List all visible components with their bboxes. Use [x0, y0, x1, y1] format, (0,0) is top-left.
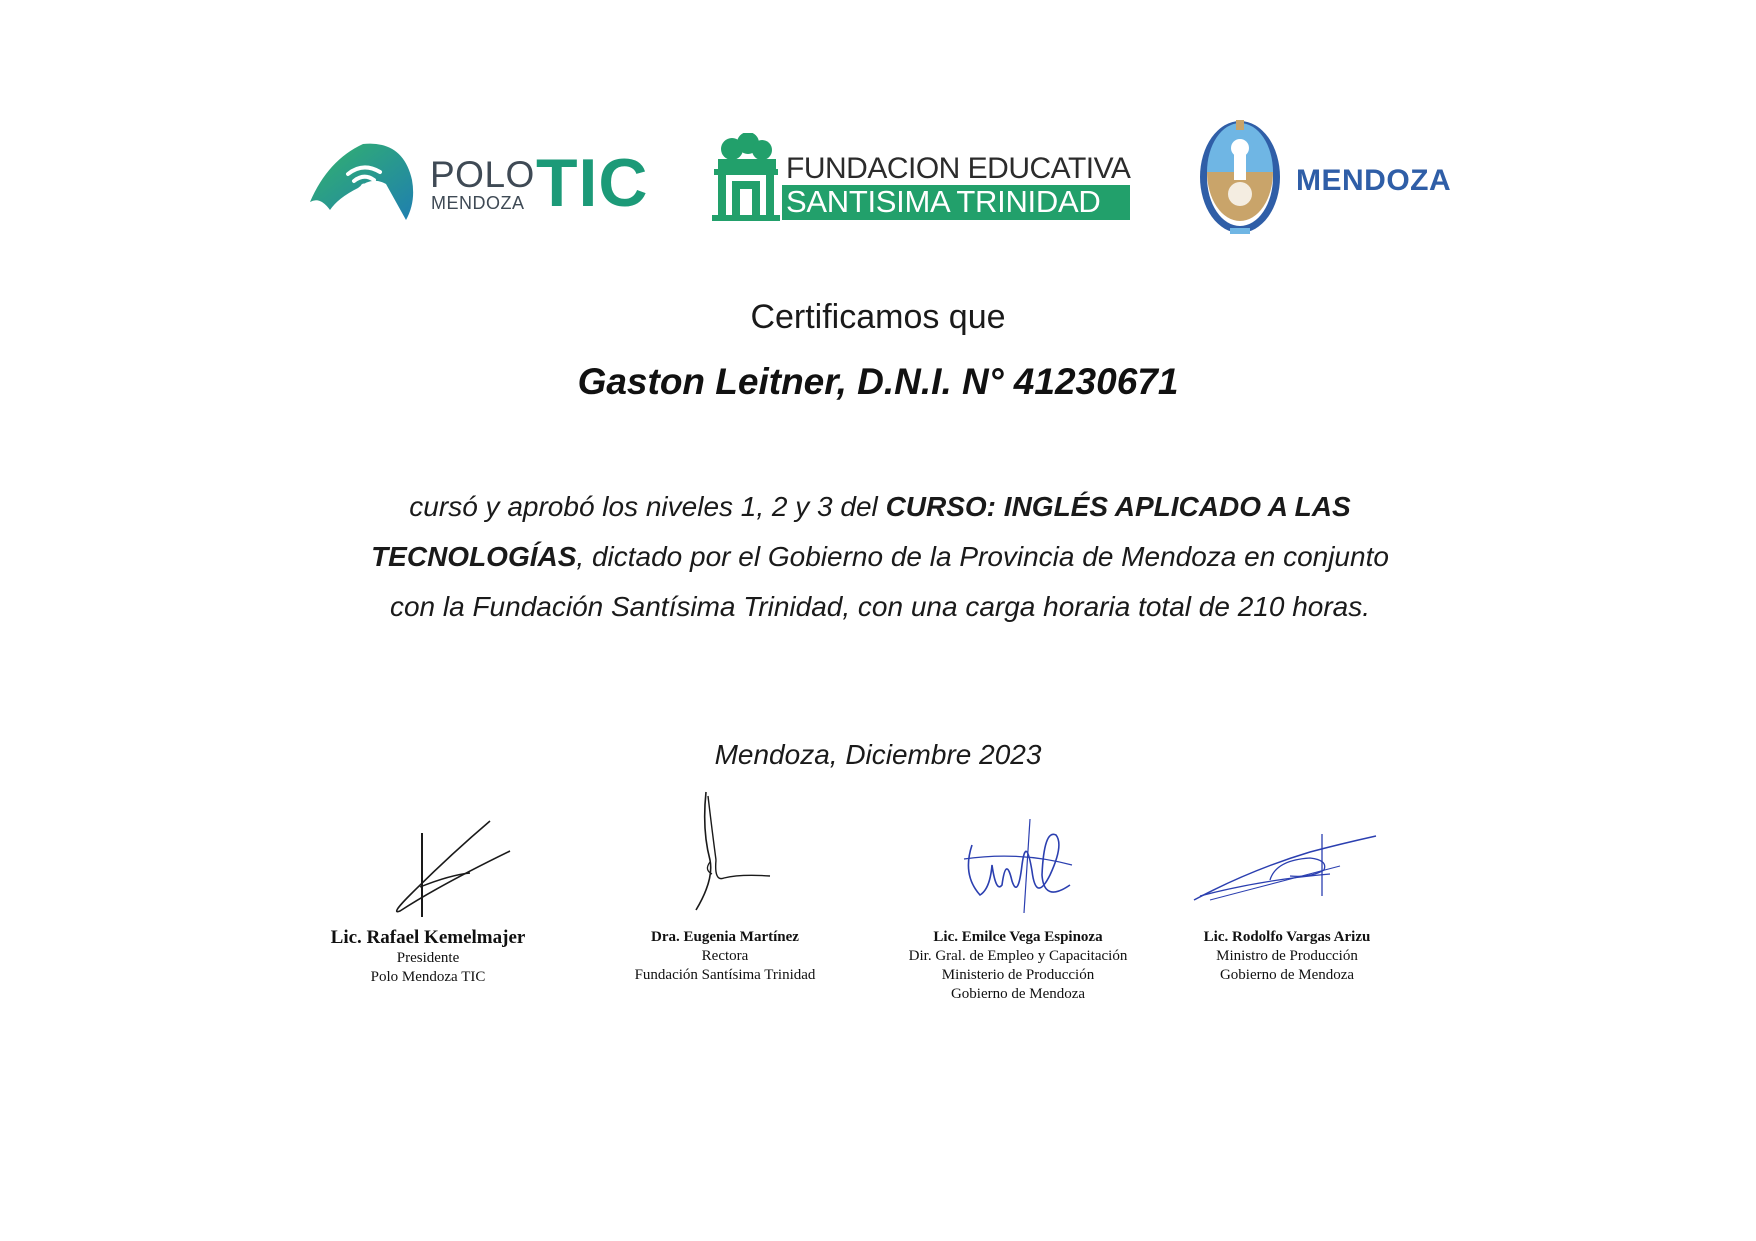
certificate-date: Mendoza, Diciembre 2023 [714, 739, 1042, 770]
signatory-org: Gobierno de Mendoza [1219, 967, 1355, 983]
certificate-intro: Certificamos que [750, 298, 1006, 336]
signature-kemelmajer [380, 815, 530, 920]
signatory-block-4 [1127, 928, 1447, 985]
polo-tic-logo [308, 140, 648, 225]
polo-tic-word: TIC [536, 145, 649, 221]
body-pre: cursó y aprobó los niveles 1, 2 y 3 del [409, 491, 886, 522]
signatory-block-2 [565, 928, 885, 985]
signatory-name: Lic. Rafael Kemelmajer [330, 927, 526, 948]
signatory-role: Ministro de Producción [1216, 948, 1358, 964]
mendoza-coat-of-arms-icon [1190, 112, 1290, 242]
signatory-name: Lic. Rodolfo Vargas Arizu [1203, 929, 1371, 945]
signatory-org: Fundación Santísima Trinidad [634, 967, 816, 983]
fundacion-logo [710, 133, 1130, 223]
signature-vargas-arizu [1190, 830, 1380, 910]
signatory-org: Ministerio de Producción [941, 967, 1095, 983]
signatory-org: Polo Mendoza TIC [370, 969, 486, 985]
mendoza-word: MENDOZA [1296, 164, 1452, 197]
polo-word: POLO [430, 154, 535, 195]
body-post: , dictado por el Gobierno de la Provincia de Mendoza en conjunto con la Fundación Santísima Trinidad, con una carga horaria total de 210 horas. [389, 541, 1389, 622]
polo-sub: MENDOZA [431, 193, 525, 213]
course-name: CURSO: INGLÉS APLICADO A LAS TECNOLOGÍAS [371, 491, 1351, 572]
signatory-block-1 [268, 928, 588, 987]
signatory-role: Presidente [396, 950, 460, 966]
signatory-role: Dir. Gral. de Empleo y Capacitación [908, 948, 1128, 964]
mendoza-logo [1190, 112, 1460, 242]
signatory-org-2: Gobierno de Mendoza [950, 986, 1086, 1002]
signatory-name: Dra. Eugenia Martínez [651, 929, 799, 945]
certificate-body [350, 482, 1410, 632]
polo-mountain-wifi-icon [308, 140, 418, 225]
fundacion-building-icon [710, 133, 782, 225]
fundacion-subtitle: SANTISIMA TRINIDAD [786, 184, 1101, 219]
signature-vega-espinoza [960, 815, 1080, 920]
recipient-name: Gaston Leitner, D.N.I. N° 41230671 [577, 361, 1179, 402]
signature-martinez [680, 790, 790, 920]
fundacion-title: FUNDACION EDUCATIVA [786, 152, 1131, 185]
signatory-name: Lic. Emilce Vega Espinoza [933, 929, 1103, 945]
signatory-role: Rectora [701, 948, 749, 964]
